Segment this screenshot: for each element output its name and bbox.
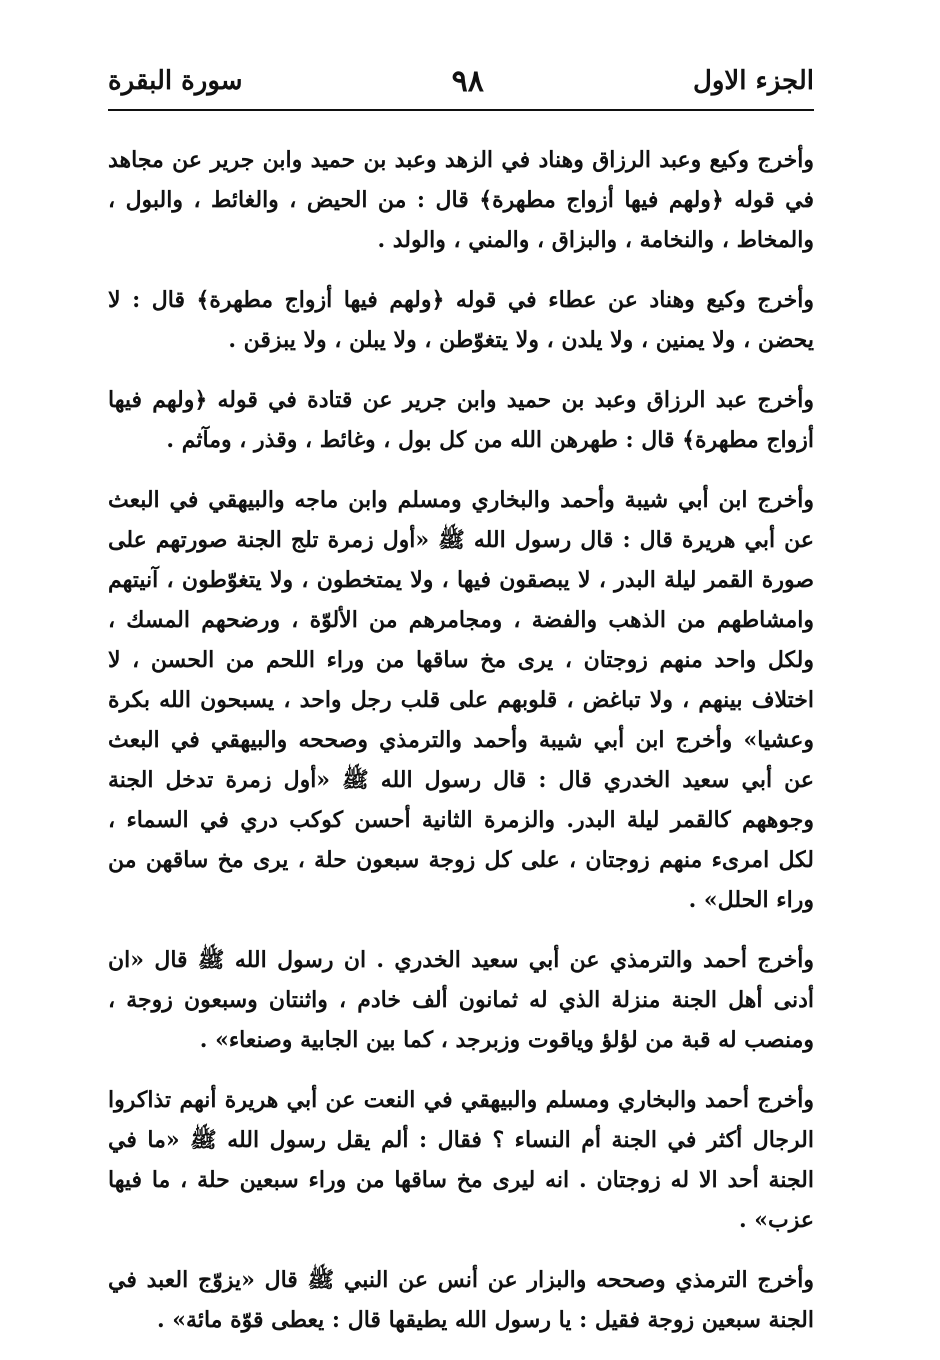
paragraph-4: وأخرج ابن أبي شيبة وأحمد والبخاري ومسلم وابن ماجه والبيهقي في البعث عن أبي هريرة قال : قال رسول الله ﷺ «أول زمرة تلج الجنة صورتهم على صورة القمر ليلة البدر ، لا يبصقون فيها ، ولا يمتخطون ، ولا يتغوّطون ، آنيتهم وامشاطهم من الذهب والفضة ، ومجامرهم من الألوّة ، ورضحهم المسك ، ولكل واحد منهم زوجتان ، يرى مخ ساقها من وراء اللحم من الحسن ، لا اختلاف بينهم ، ولا تباغض ، قلوبهم على قلب رجل واحد ، يسبحون الله بكرة وعشيا» وأخرج ابن أبي شيبة وأحمد والترمذي وصححه والبيهقي في البعث عن أبي سعيد الخدري قال : قال رسول الله ﷺ «أول زمرة تدخل الجنة وجوههم كالقمر ليلة البدر. والزمرة الثانية أحسن كوكب دري في السماء ، لكل امرىء منهم زوجتان ، على كل زوجة سبعون حلة ، يرى مخ ساقهن من وراء الحلل» . xyxy=(108,487,814,913)
page-header xyxy=(108,58,814,104)
paragraph-2: وأخرج وكيع وهناد عن عطاء في قوله ﴿ولهم فيها أزواج مطهرة﴾ قال : لا يحضن ، ولا يمنين ، ولا يلدن ، ولا يتغوّطن ، ولا يبلن ، ولا يبزقن . xyxy=(108,287,814,353)
surah-label: سورة البقرة xyxy=(108,66,243,96)
paragraph-5: وأخرج أحمد والترمذي عن أبي سعيد الخدري . ان رسول الله ﷺ قال «ان أدنى أهل الجنة منزلة الذي له ثمانون ألف خادم ، واثنتان وسبعون زوجة ، ومنصب له قبة من لؤلؤ وياقوت وزبرجد ، كما بين الجابية وصنعاء» . xyxy=(108,947,814,1053)
paragraph-3: وأخرج عبد الرزاق وعبد بن حميد وابن جرير عن قتادة في قوله ﴿ولهم فيها أزواج مطهرة﴾ قال : طهرهن الله من كل بول ، وغائط ، وقذر ، ومآثم . xyxy=(108,387,814,453)
page-body xyxy=(108,140,814,1360)
page-number: ٩٨ xyxy=(451,63,484,99)
volume-label: الجزء الاول xyxy=(692,66,814,96)
paragraph-7: وأخرج الترمذي وصححه والبزار عن أنس عن النبي ﷺ قال «يزوّج العبد في الجنة سبعين زوجة فقيل : يا رسول الله يطيقها قال : يعطى قوّة مائة» . xyxy=(108,1267,814,1333)
header-divider xyxy=(108,109,814,111)
paragraph-1: وأخرج وكيع وعبد الرزاق وهناد في الزهد وعبد بن حميد وابن جرير عن مجاهد في قوله ﴿ولهم فيها أزواج مطهرة﴾ قال : من الحيض ، والغائط ، والبول ، والمخاط ، والنخامة ، والبزاق ، والمني ، والولد . xyxy=(108,147,814,253)
paragraph-6: وأخرج أحمد والبخاري ومسلم والبيهقي في النعت عن أبي هريرة أنهم تذاكروا الرجال أكثر في الجنة أم النساء ؟ فقال : ألم يقل رسول الله ﷺ «ما في الجنة أحد الا له زوجتان . انه ليرى مخ ساقها من وراء سبعين حلة ، ما فيها عزب» . xyxy=(108,1087,814,1233)
